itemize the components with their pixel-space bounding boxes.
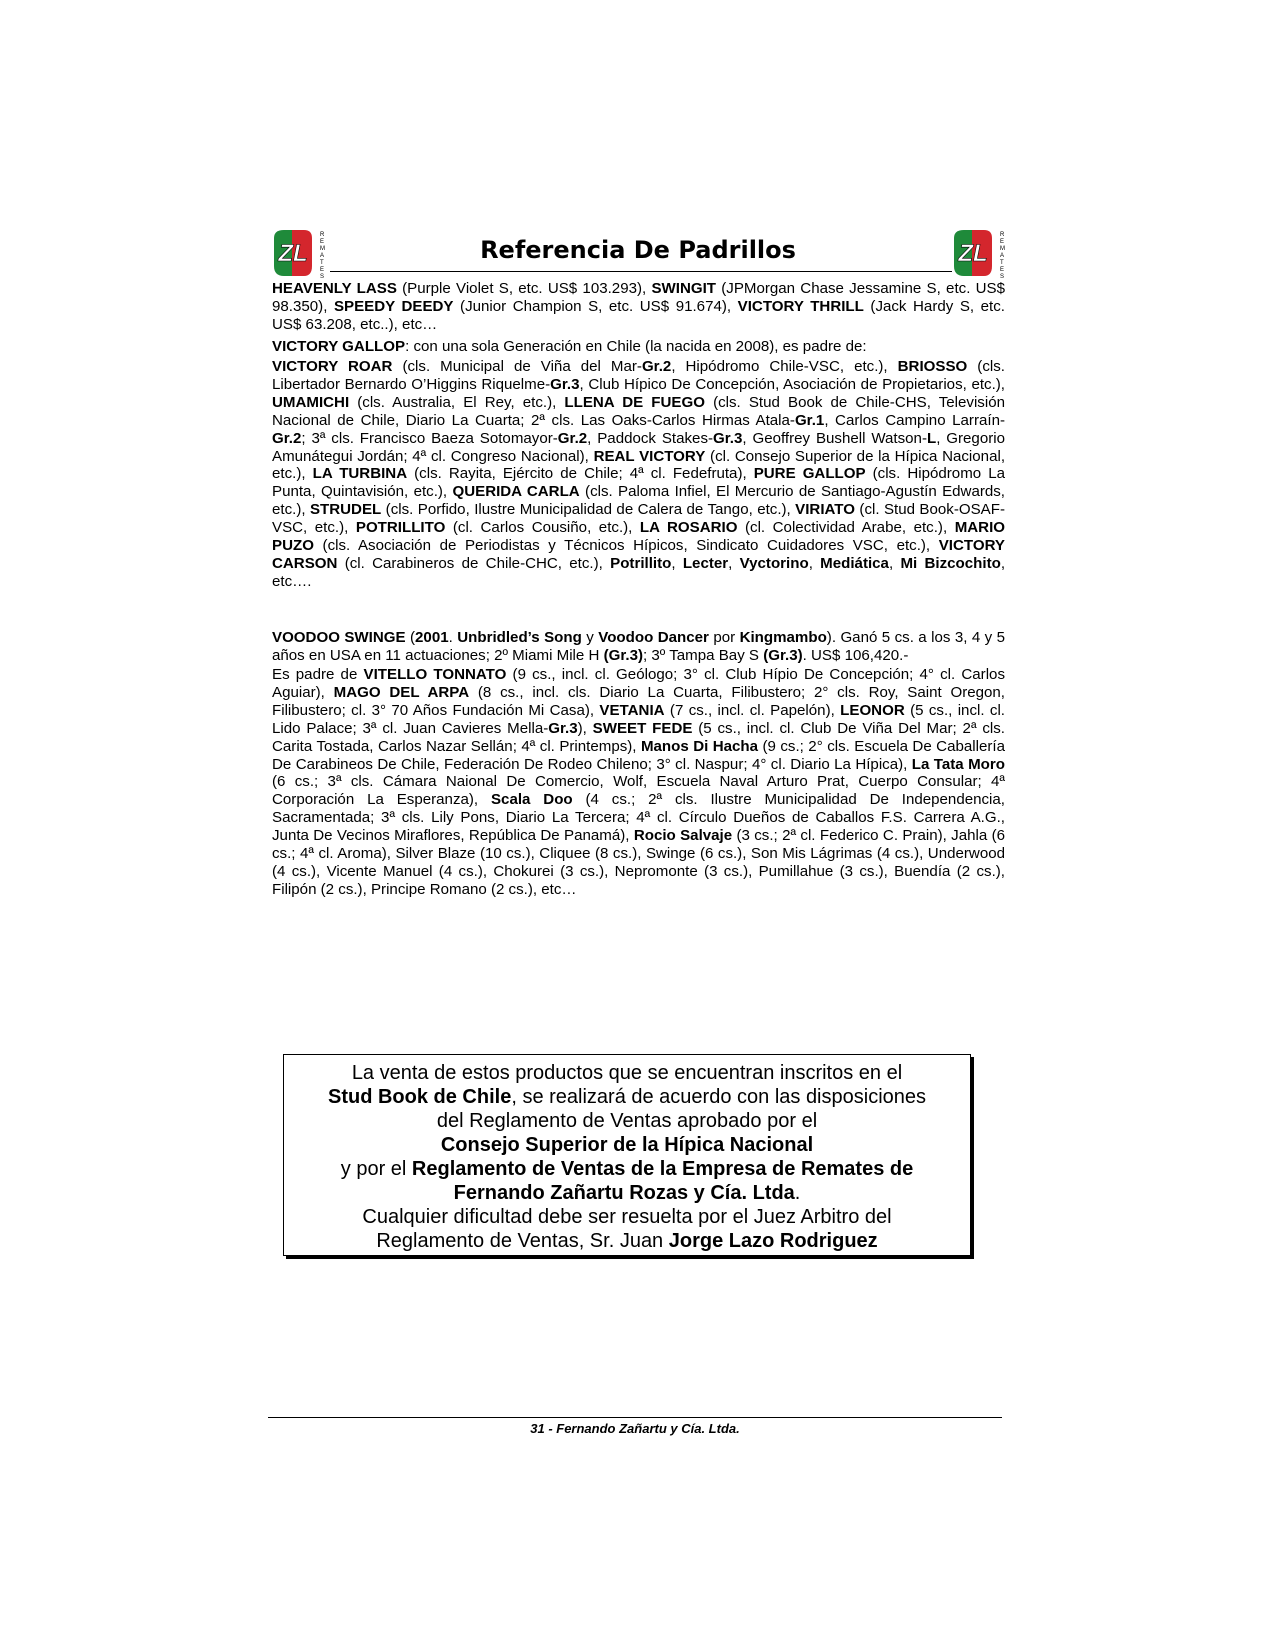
svg-text:S: S bbox=[320, 274, 325, 278]
sale-notice-box bbox=[283, 1054, 971, 1256]
svg-text:T: T bbox=[1000, 260, 1004, 266]
zl-remates-logo bbox=[952, 228, 1006, 278]
svg-text:S: S bbox=[1000, 274, 1005, 278]
svg-text:E: E bbox=[320, 267, 325, 273]
paragraph-text: Es padre de VITELLO TONNATO (9 cs., incl. cl. Geólogo; 3° cl. Club Hípio De Concepción; 4° cl. Carlos Aguiar), MAGO DEL ARPA (8 cs., incl. cls. Diario La Cuarta, Filibustero; 2° cls. Roy, Saint Oregon, Filibustero; cl. 3° 70 Años Fundación Mi Casa), VETANIA (7 cs., incl. cl. Papelón), LEONOR (5 cs., incl. cl. Lido Palace; 3ª cl. Juan Cavieres Mella-Gr.3), SWEET FEDE (5 cs., incl. cl. Club De Viña Del Mar; 2ª cls. Carita Tostada, Carlos Nazar Sellán; 4ª cl. Printemps), Manos Di Hacha (9 cs.; 2° cls. Escuela De Caballería De Carabineos De Chile, Federación De Rodeo Chileno; 3° cl. Naspur; 4° cl. Diario La Hípica), La Tata Moro (6 cs.; 3ª cls. Cámara Naional De Comercio, Wolf, Escuela Naval Arturo Prat, Cuerpo Consular; 4ª Corporación La Esperanza), Scala Doo (4 cs.; 2ª cls. Ilustre Municipalidad De Independencia, Sacramentada; 3ª cls. Lily Pons, Diario La Tercera; 4ª cl. Círculo Dueños de Caballos F.S. Carrera A.G., Junta De Vecinos Miraflores, República De Panamá), Rocio Salvaje (3 cs.; 2ª cl. Federico C. Prain), Jahla (6 cs.; 4ª cl. Aroma), Silver Blaze (10 cs.), Cliquee (8 cs.), Swinge (6 cs.), Son Mis Lágrimas (4 cs.), Underwood (4 cs.), Vicente Manuel (4 cs.), Chokurei (3 cs.), Nepromonte (3 cs.), Pumillahue (3 cs.), Buendía (2 cs.), Filipón (2 cs.), Principe Romano (2 cs.), etc… bbox=[272, 666, 1006, 898]
footer-rule bbox=[268, 1417, 1002, 1418]
paragraph-text: HEAVENLY LASS (Purple Violet S, etc. US$ 103.293), SWINGIT (JPMorgan Chase Jessamine S, etc. US$ 98.350), SPEEDY DEEDY (Junior Champion S, etc. US$ 91.674), VICTORY THRILL (Jack Hardy S, etc. US$ 63.208, etc..), etc… bbox=[272, 280, 1005, 333]
paragraph-text: VICTORY GALLOP: con una sola Generación en Chile (la nacida en 2008), es padre de: bbox=[272, 338, 867, 355]
notice-line: Reglamento de Ventas, Sr. Juan Jorge Lazo Rodriguez bbox=[376, 1230, 878, 1252]
paragraph-victory-gallop-offspring bbox=[272, 358, 1005, 591]
paragraph-text: VICTORY ROAR (cls. Municipal de Viña del Mar-Gr.2, Hipódromo Chile-VSC, etc.), BRIOSSO (cls. Libertador Bernardo O’Higgins Riquelme-Gr.3, Club Hípico De Concepción, Asociación de Propietarios, etc.), UMAMICHI (cls. Australia, El Rey, etc.), LLENA DE FUEGO (cls. Stud Book de Chile-CHS, Televisión Nacional de Chile, Diario La Cuarta; 2ª cls. Las Oaks-Carlos Hirmas Atala-Gr.1, Carlos Campino Larraín-Gr.2; 3ª cls. Francisco Baeza Sotomayor-Gr.2, Paddock Stakes-Gr.3, Geoffrey Bushell Watson-L, Gregorio Amunátegui Jordán; 4ª cl. Congreso Nacional), REAL VICTORY (cl. Consejo Superior de la Hípica Nacional, etc.), LA TURBINA (cls. Rayita, Ejército de Chile; 4ª cl. Fedefruta), PURE GALLOP (cls. Hipódromo La Punta, Quintavisión, etc.), QUERIDA CARLA (cls. Paloma Infiel, El Mercurio de Santiago-Agustín Edwards, etc.), STRUDEL (cls. Porfido, Ilustre Municipalidad de Calera de Tango, etc.), VIRIATO (cl. Stud Book-OSAF-VSC, etc.), POTRILLITO (cl. Carlos Cousiño, etc.), LA ROSARIO (cl. Colectividad Arabe, etc.), MARIO PUZO (cls. Asociación de Periodistas y Técnicos Hípicos, Sindicato Cuidadores VSC, etc.), VICTORY CARSON (cl. Carabineros de Chile-CHC, etc.), Potrillito, Lecter, Vyctorino, Mediática, Mi Bizcochito, etc…. bbox=[272, 358, 1006, 590]
svg-text:M: M bbox=[320, 246, 325, 252]
page-footer: 31 - Fernando Zañartu y Cía. Ltda. bbox=[530, 1421, 740, 1436]
svg-text:E: E bbox=[1000, 267, 1005, 273]
notice-line: Cualquier dificultad debe ser resuelta por el Juez Arbitro del bbox=[362, 1206, 892, 1228]
notice-line: Fernando Zañartu Rozas y Cía. Ltda. bbox=[453, 1182, 801, 1204]
notice-line: y por el Reglamento de Ventas de la Empresa de Remates de bbox=[340, 1158, 914, 1180]
svg-text:R: R bbox=[320, 232, 325, 238]
page-title: Referencia De Padrillos bbox=[480, 236, 796, 264]
notice-line: La venta de estos productos que se encuentran inscritos en el bbox=[351, 1062, 903, 1084]
svg-text:T: T bbox=[320, 260, 324, 266]
title-rule bbox=[330, 271, 952, 272]
svg-text:ZL: ZL bbox=[278, 240, 308, 267]
notice-line: Consejo Superior de la Hípica Nacional bbox=[440, 1134, 814, 1156]
svg-text:ZL: ZL bbox=[958, 240, 988, 267]
svg-text:A: A bbox=[1000, 253, 1005, 259]
paragraph-voodoo-swinge-offspring bbox=[272, 666, 1005, 899]
notice-line: Stud Book de Chile, se realizará de acuerdo con las disposiciones bbox=[327, 1086, 927, 1108]
svg-text:R: R bbox=[1000, 232, 1005, 238]
svg-text:E: E bbox=[1000, 239, 1005, 245]
paragraph-text: VOODOO SWINGE (2001. Unbridled’s Song y Voodoo Dancer por Kingmambo). Ganó 5 cs. a los 3, 4 y 5 años en USA en 11 actuaciones; 2º Miami Mile H (Gr.3); 3º Tampa Bay S (Gr.3). US$ 106,420.- bbox=[272, 629, 1006, 664]
paragraph-victory-offspring bbox=[272, 280, 1005, 334]
svg-text:E: E bbox=[320, 239, 325, 245]
paragraph-victory-gallop-intro bbox=[272, 338, 1005, 356]
zl-remates-logo bbox=[272, 228, 326, 278]
notice-line: del Reglamento de Ventas aprobado por el bbox=[436, 1110, 818, 1132]
paragraph-voodoo-swinge bbox=[272, 629, 1005, 665]
svg-text:M: M bbox=[1000, 246, 1005, 252]
svg-text:A: A bbox=[320, 253, 325, 259]
